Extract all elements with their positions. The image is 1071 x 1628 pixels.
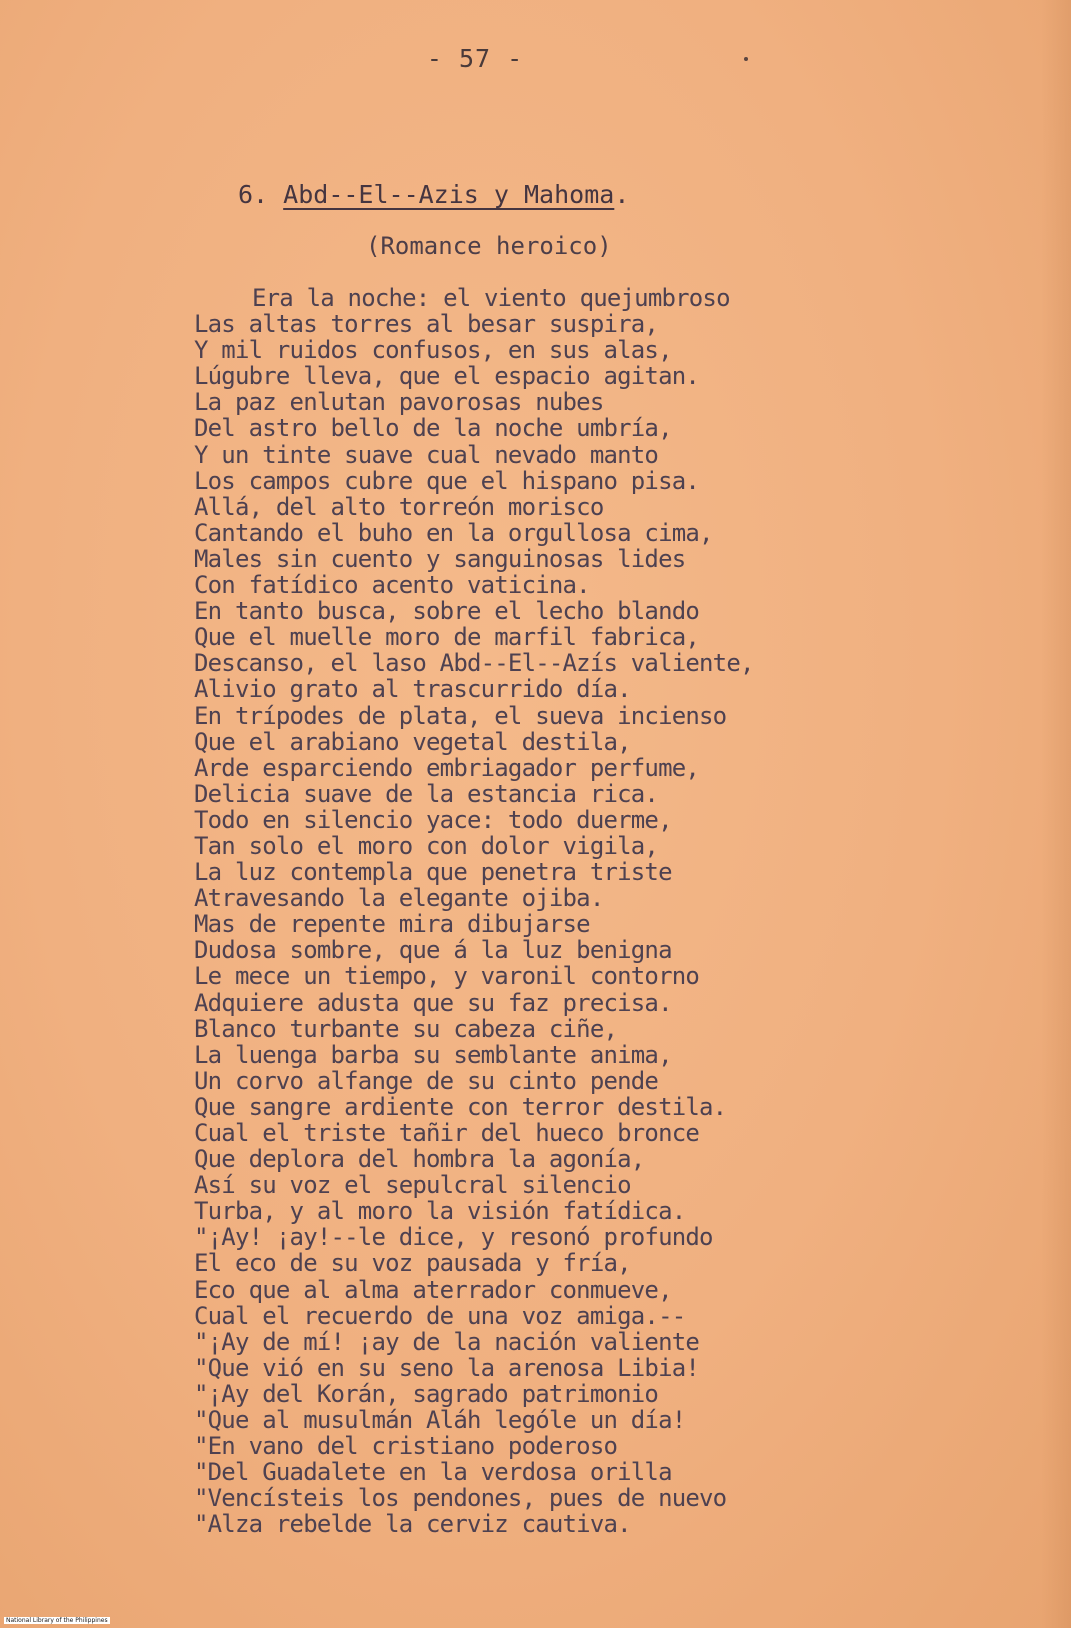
section-number: 6. bbox=[238, 180, 269, 209]
paper-shading bbox=[1041, 0, 1071, 1628]
verse-line: Los campos cubre que el hispano pisa. bbox=[194, 466, 700, 495]
verse-line: Eco que al alma aterrador conmueve, bbox=[194, 1275, 672, 1304]
title-period: . bbox=[614, 180, 630, 209]
page-number: - 57 - bbox=[426, 44, 524, 73]
ink-speck bbox=[744, 57, 748, 61]
verse-line: Atravesando la elegante ojiba. bbox=[194, 884, 604, 913]
verse-line: Alivio grato al trascurrido día. bbox=[194, 675, 631, 704]
verse-line: Cantando el buho en la orgullosa cima, bbox=[194, 518, 713, 547]
verse-line: En trípodes de plata, el sueva incienso bbox=[194, 701, 727, 730]
verse-line: Le mece un tiempo, y varonil contorno bbox=[194, 962, 700, 991]
verse-line: Y mil ruidos confusos, en sus alas, bbox=[194, 336, 672, 365]
verse-line: La luz contempla que penetra triste bbox=[194, 858, 672, 887]
verse-line: "Vencísteis los pendones, pues de nuevo bbox=[194, 1484, 727, 1513]
verse-line: La luenga barba su semblante anima, bbox=[194, 1040, 672, 1069]
verse-line: Un corvo alfange de su cinto pende bbox=[194, 1066, 659, 1095]
verse-line: Que el arabiano vegetal destila, bbox=[194, 727, 631, 756]
verse-line: Que sangre ardiente con terror destila. bbox=[194, 1092, 727, 1121]
verse-line: "Del Guadalete en la verdosa orilla bbox=[194, 1458, 672, 1487]
verse-line: Arde esparciendo embriagador perfume, bbox=[194, 753, 700, 782]
verse-line: Del astro bello de la noche umbría, bbox=[194, 414, 672, 443]
poem-subtitle: (Romance heroico) bbox=[366, 232, 612, 260]
verse-line: Todo en silencio yace: todo duerme, bbox=[194, 805, 672, 834]
verse-line: Así su voz el sepulcral silencio bbox=[194, 1171, 631, 1200]
verse-line: Dudosa sombre, que á la luz benigna bbox=[194, 936, 672, 965]
poem-verse bbox=[194, 285, 754, 1538]
verse-line: En tanto busca, sobre el lecho blando bbox=[194, 597, 700, 626]
verse-line: Las altas torres al besar suspira, bbox=[194, 310, 659, 339]
verse-line: Que deplora del hombra la agonía, bbox=[194, 1145, 645, 1174]
verse-line: Que el muelle moro de marfil fabrica, bbox=[194, 623, 700, 652]
verse-line: "Que vió en su seno la arenosa Libia! bbox=[194, 1353, 700, 1382]
verse-line: "Que al musulmán Aláh lególe un día! bbox=[194, 1406, 686, 1435]
verse-line: Y un tinte suave cual nevado manto bbox=[194, 440, 659, 469]
verse-line: "¡Ay! ¡ay!--le dice, y resonó profundo bbox=[194, 1223, 713, 1252]
library-credit: National Library of the Philippines bbox=[6, 1617, 108, 1624]
verse-line: "¡Ay de mí! ¡ay de la nación valiente bbox=[194, 1327, 700, 1356]
verse-line: Turba, y al moro la visión fatídica. bbox=[194, 1197, 686, 1226]
verse-line: Descanso, el laso Abd--El--Azís valiente, bbox=[194, 649, 754, 678]
verse-line: Tan solo el moro con dolor vigila, bbox=[194, 831, 659, 860]
verse-line: Allá, del alto torreón morisco bbox=[194, 492, 604, 521]
verse-line: El eco de su voz pausada y fría, bbox=[194, 1249, 631, 1278]
verse-line: Cual el recuerdo de una voz amiga.-- bbox=[194, 1301, 686, 1330]
verse-line: Con fatídico acento vaticina. bbox=[194, 571, 590, 600]
verse-line: "En vano del cristiano poderoso bbox=[194, 1432, 618, 1461]
verse-line: Mas de repente mira dibujarse bbox=[194, 910, 590, 939]
verse-line: Blanco turbante su cabeza ciñe, bbox=[194, 1014, 618, 1043]
verse-line: Males sin cuento y sanguinosas lides bbox=[194, 544, 686, 573]
verse-line: "Alza rebelde la cerviz cautiva. bbox=[194, 1510, 631, 1539]
verse-line: La paz enlutan pavorosas nubes bbox=[194, 388, 604, 417]
poem-title: Abd--El--Azis y Mahoma bbox=[283, 180, 615, 209]
verse-line: Delicia suave de la estancia rica. bbox=[194, 779, 659, 808]
verse-line: Lúgubre lleva, que el espacio agitan. bbox=[194, 362, 700, 391]
verse-line: Era la noche: el viento quejumbroso bbox=[252, 284, 730, 312]
poem-heading bbox=[238, 180, 629, 209]
verse-line: Adquiere adusta que su faz precisa. bbox=[194, 988, 672, 1017]
verse-line: "¡Ay del Korán, sagrado patrimonio bbox=[194, 1379, 659, 1408]
verse-line: Cual el triste tañir del hueco bronce bbox=[194, 1119, 700, 1147]
